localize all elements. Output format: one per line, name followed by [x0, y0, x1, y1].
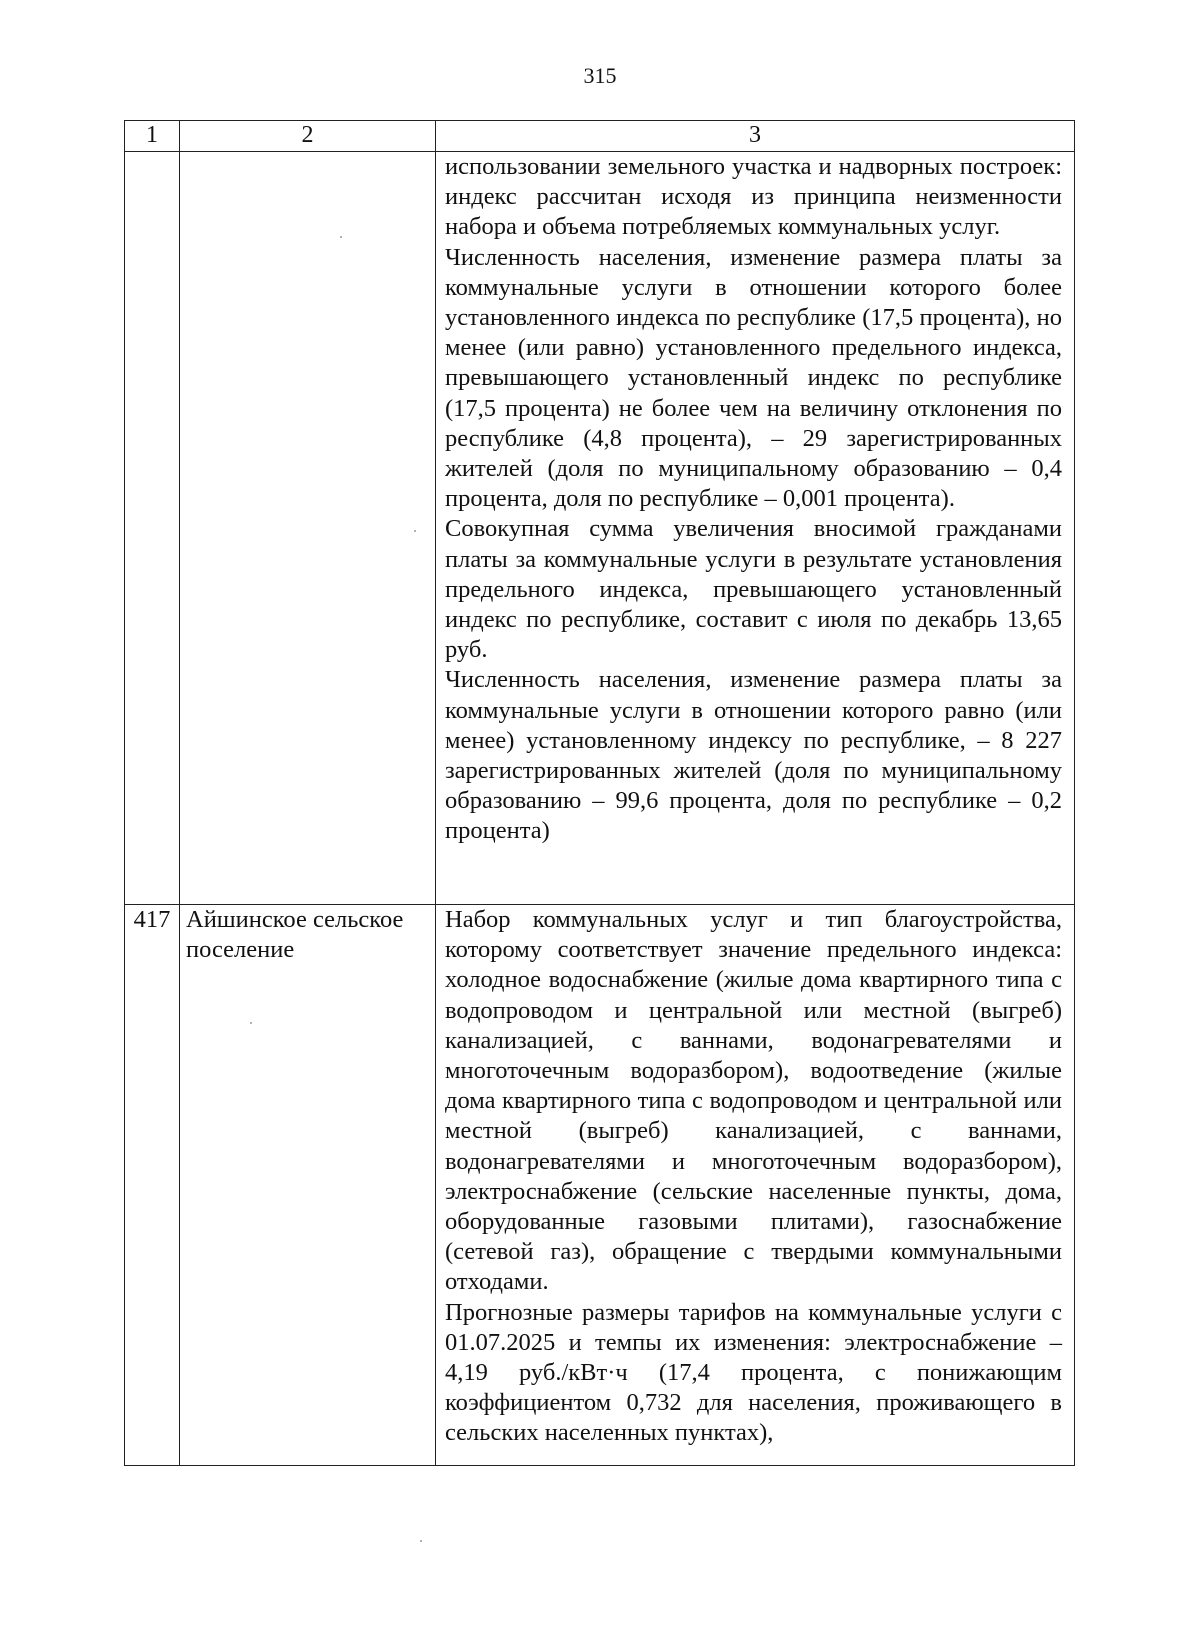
- row-number: 417: [125, 905, 180, 1466]
- scan-speck: [340, 236, 342, 238]
- description-cell: [436, 905, 1075, 1466]
- column-header-3: 3: [436, 121, 1075, 152]
- description-paragraph: использовании земельного участка и надворных построек: индекс рассчитан исходя из принципа неизменности набора и объема потребляемых коммунальных услуг.: [445, 153, 1062, 241]
- description-paragraph: Набор коммунальных услуг и тип благоустройства, которому соответствует значение предельного индекса: холодное водоснабжение (жилые дома квартирного типа с водопроводом и центральной или местной (выгреб) канализацией, с ваннами, водонагревателями и многоточечным водоразбором), водоотведение (жилые дома квартирного типа с водопроводом и центральной или местной (выгреб) канализацией, с ваннами, водонагревателями и многоточечным водоразбором), электроснабжение (сельские населенные пункты, дома, оборудованные газовыми плитами), газоснабжение (сетевой газ), обращение с твердыми коммунальными отходами.: [445, 906, 1062, 1296]
- row-number: [125, 152, 180, 905]
- scan-speck: [420, 1540, 422, 1542]
- scan-speck: [250, 1022, 252, 1024]
- description-paragraph: Численность населения, изменение размера платы за коммунальные услуги в отношении которого более установленного индекса по республике (17,5 процента), но менее (или равно) установленного предельного индекса, превышающего установленный индекс по республике (17,5 процента) не более чем на величину отклонения по республике (4,8 процента), – 29 зарегистрированных жителей (доля по муниципальному образованию – 0,4 процента, доля по республике – 0,001 процента).: [445, 243, 1062, 513]
- tariff-table: [124, 120, 1075, 1466]
- table-row: [125, 905, 1075, 1466]
- description-paragraph: Совокупная сумма увеличения вносимой гражданами платы за коммунальные услуги в результате установления предельного индекса, превышающего установленный индекс по республике, составит с июля по декабрь 13,65 руб.: [445, 515, 1062, 664]
- municipality-name: Айшинское сельское поселение: [180, 905, 436, 1466]
- table-row: [125, 152, 1075, 905]
- column-header-2: 2: [180, 121, 436, 152]
- description-cell: [436, 152, 1075, 905]
- description-paragraph: Численность населения, изменение размера платы за коммунальные услуги в отношении которого равно (или менее) установленному индексу по республике, – 8 227 зарегистрированных жителей (доля по муниципальному образованию – 99,6 процента, доля по республике – 0,2 процента): [445, 666, 1062, 845]
- municipality-name: [180, 152, 436, 905]
- page-number: 315: [583, 63, 617, 88]
- scan-speck: [414, 530, 416, 532]
- description-paragraph: Прогнозные размеры тарифов на коммунальные услуги с 01.07.2025 и темпы их изменения: электроснабжение – 4,19 руб./кВт·ч (17,4 процента, с понижающим коэффициентом 0,732 для населения, проживающего в сельских населенных пунктах),: [445, 1298, 1062, 1447]
- table-header-row: [125, 121, 1075, 152]
- column-header-1: 1: [125, 121, 180, 152]
